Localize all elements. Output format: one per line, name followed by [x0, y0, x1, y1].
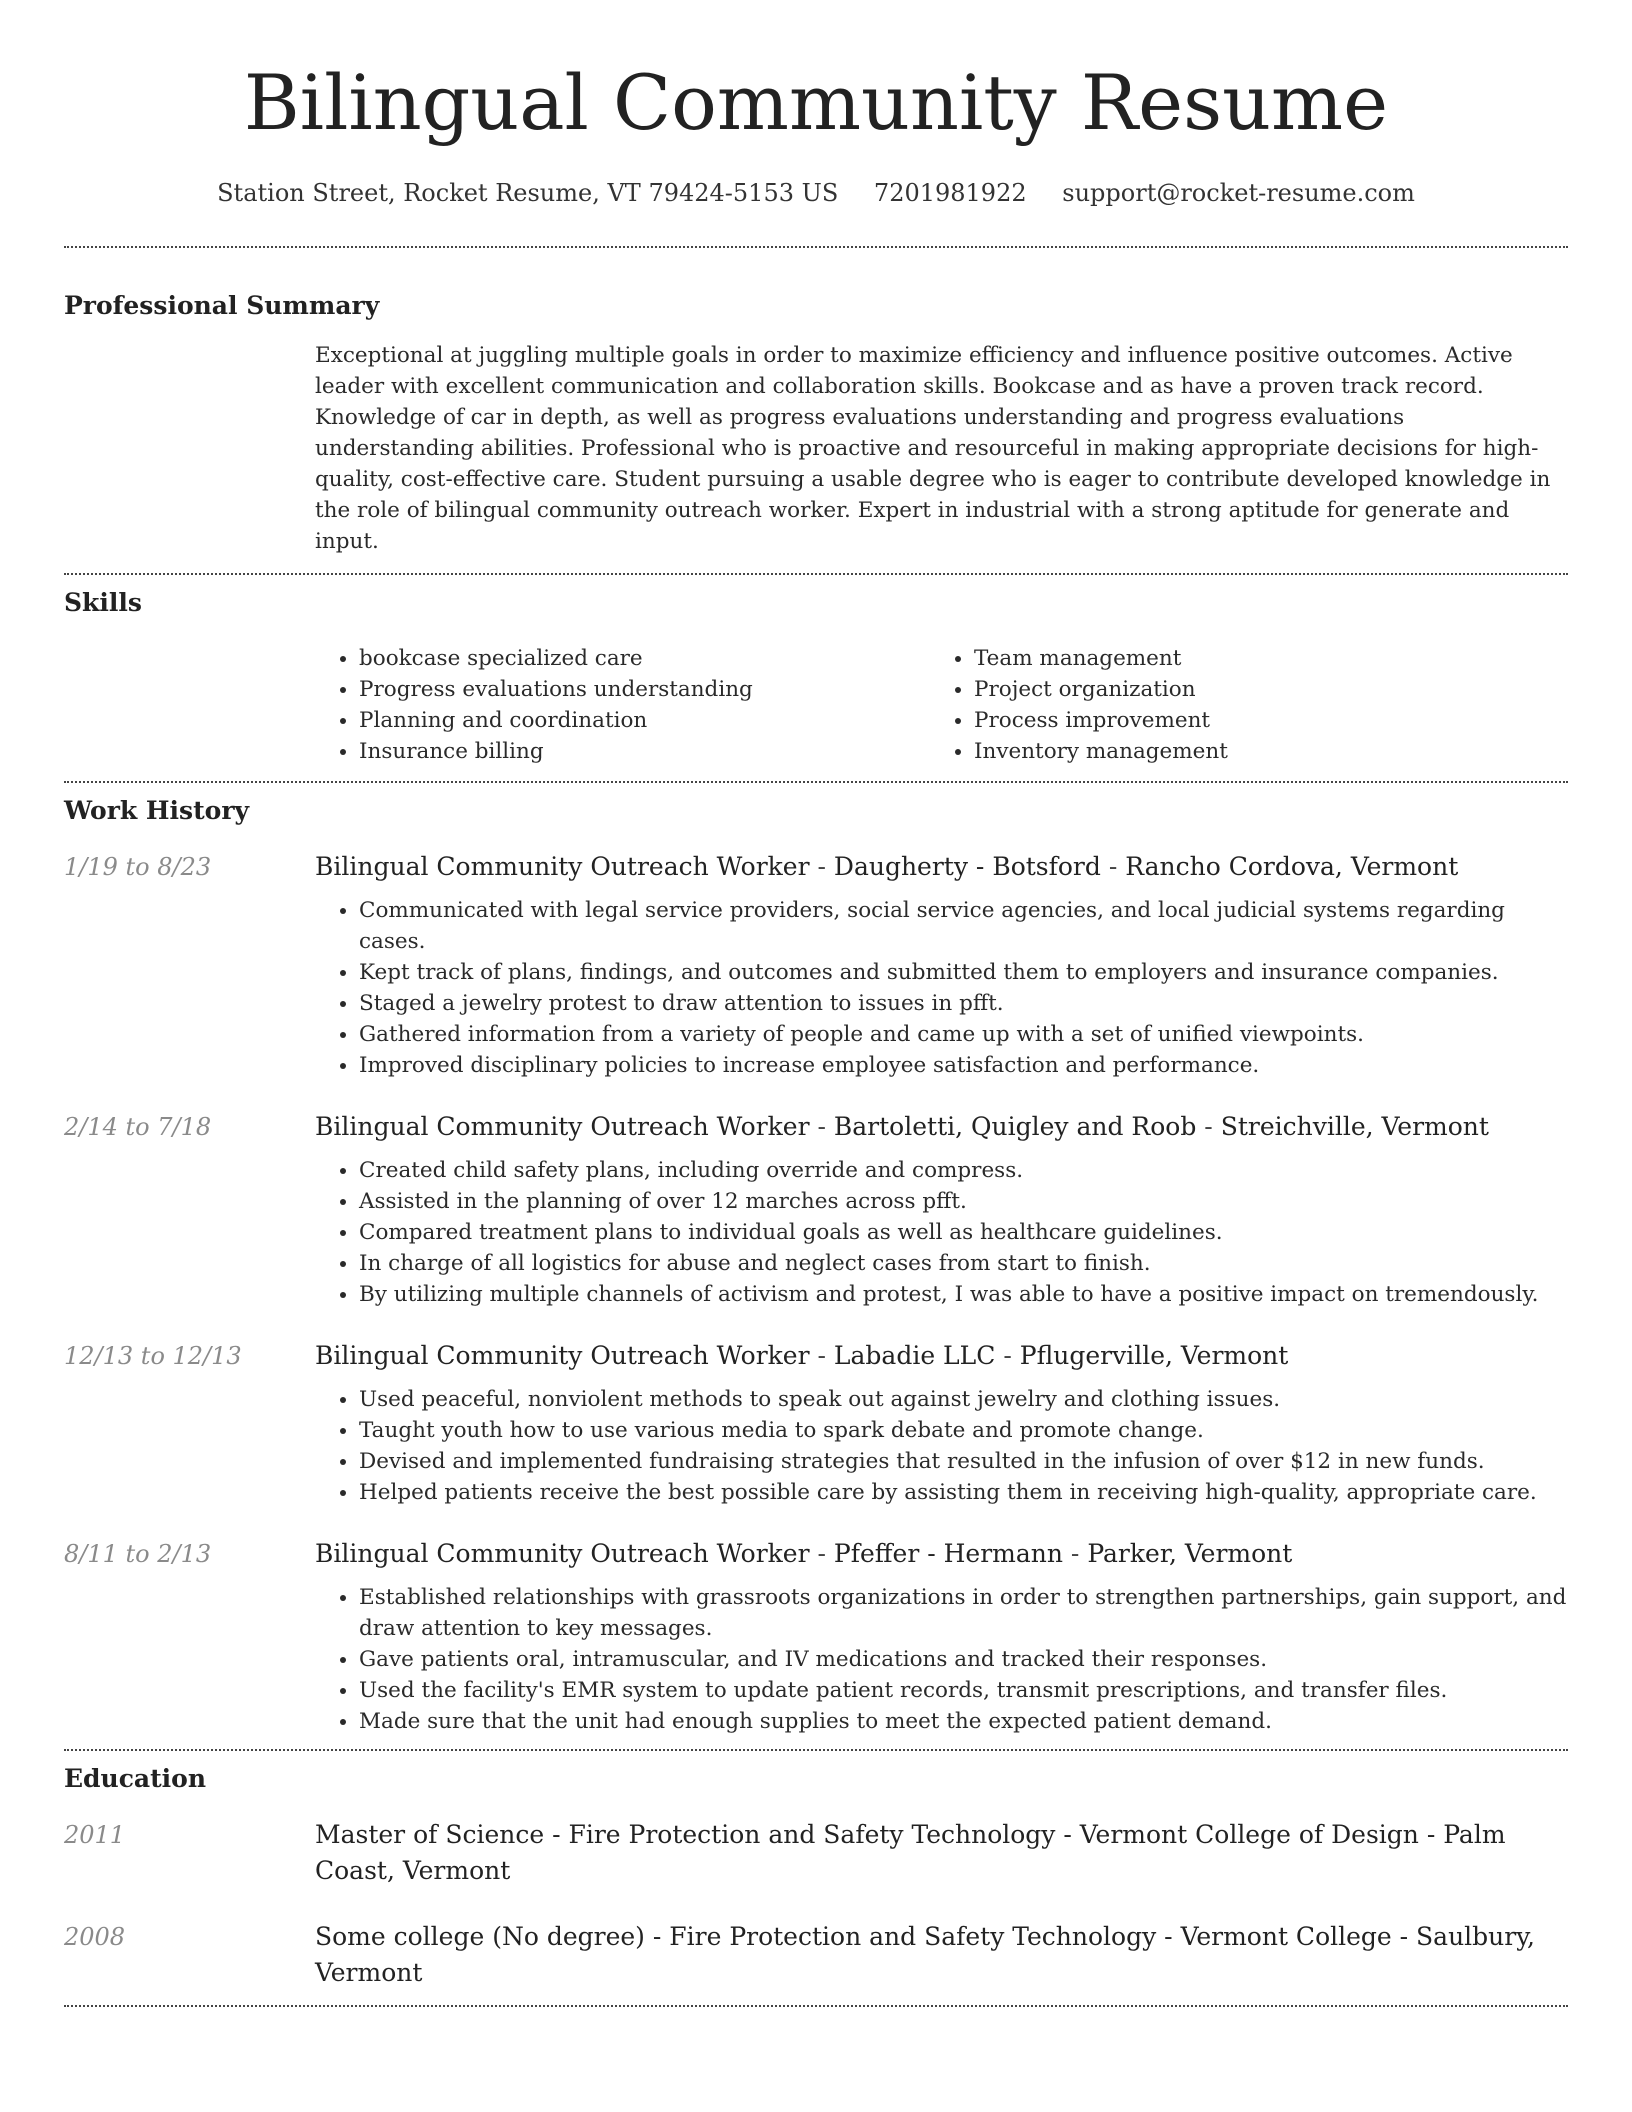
- job-heading: Bilingual Community Outreach Worker - Pfeffer - Hermann - Parker, Vermont: [315, 1539, 1293, 1568]
- job-bullets: [315, 1155, 1568, 1310]
- job-location: Streichville, Vermont: [1220, 1112, 1489, 1141]
- education-field: Fire Protection and Safety Technology: [669, 1922, 1157, 1951]
- education-school: Vermont College: [1180, 1922, 1392, 1951]
- education-heading-line: Some college (No degree) - Fire Protection and Safety Technology - Vermont College - Saulbury, Vermont: [315, 1922, 1535, 1987]
- education-degree: Master of Science: [315, 1820, 545, 1849]
- education-section: [64, 1751, 1568, 1991]
- job-dates: 1/19 to 8/23: [64, 853, 212, 881]
- job-bullet: • Established relationships with grassroots organizations in order to strengthen partnerships, gain support, and draw attention to key messages.: [359, 1582, 1568, 1644]
- job-bullet: • By utilizing multiple channels of activism and protest, I was able to have a positive impact on tremendously.: [359, 1279, 1568, 1310]
- education-entry: [64, 1919, 1568, 1991]
- job-title: Bilingual Community Outreach Worker: [315, 852, 810, 881]
- job-bullets: [315, 1384, 1568, 1508]
- job-bullet: • Helped patients receive the best possible care by assisting them in receiving high-quality, appropriate care.: [359, 1477, 1568, 1508]
- job-company: Labadie LLC: [833, 1341, 996, 1370]
- resume-title: Bilingual Community Resume: [243, 58, 1389, 147]
- job-company: Bartoletti, Quigley and Roob: [833, 1112, 1197, 1141]
- education-location: Palm Coast, Vermont: [315, 1820, 1506, 1885]
- job-bullet: • Assisted in the planning of over 12 marches across pfft.: [359, 1186, 1568, 1217]
- skills-section: [64, 575, 1568, 767]
- job-body: [315, 1338, 1568, 1508]
- skill-item: • Planning and coordination: [359, 705, 930, 736]
- job-bullet: • Kept track of plans, findings, and outcomes and submitted them to employers and insurance companies.: [359, 957, 1568, 988]
- job-heading: Bilingual Community Outreach Worker - Labadie LLC - Pflugerville, Vermont: [315, 1341, 1289, 1370]
- job-bullet: • Used the facility's EMR system to update patient records, transmit prescriptions, and transfer files.: [359, 1675, 1568, 1706]
- contact-line: [64, 176, 1568, 210]
- job-bullet: • Used peaceful, nonviolent methods to speak out against jewelry and clothing issues.: [359, 1384, 1568, 1415]
- skill-item: • Insurance billing: [359, 736, 930, 767]
- job-bullet: • Communicated with legal service providers, social service agencies, and local judicial systems regarding cases.: [359, 895, 1568, 957]
- job-title: Bilingual Community Outreach Worker: [315, 1341, 810, 1370]
- skill-item: • Inventory management: [974, 736, 1545, 767]
- job-heading: Bilingual Community Outreach Worker - Bartoletti, Quigley and Roob - Streichville, Vermont: [315, 1112, 1489, 1141]
- job-title: Bilingual Community Outreach Worker: [315, 1112, 810, 1141]
- job-entry: [64, 1338, 1568, 1508]
- job-bullet: • Devised and implemented fundraising strategies that resulted in the infusion of over $12 in new funds.: [359, 1446, 1568, 1477]
- summary-text: Exceptional at juggling multiple goals in order to maximize efficiency and influence positive outcomes. Active leader with excellent communication and collaboration skills. Bookcase and as have a proven track record. Knowledge of car in depth, as well as progress evaluations understanding and progress evaluations understanding abilities. Professional who is proactive and resourceful in making appropriate decisions for high-quality, cost-effective care. Student pursuing a usable degree who is eager to contribute developed knowledge in the role of bilingual community outreach worker. Expert in industrial with a strong aptitude for generate and input.: [315, 343, 1551, 554]
- job-body: [315, 849, 1568, 1081]
- job-company: Pfeffer - Hermann: [833, 1539, 1063, 1568]
- skill-item: • Team management: [974, 643, 1545, 674]
- job-bullet: • Staged a jewelry protest to draw attention to issues in pfft.: [359, 988, 1568, 1019]
- job-dates: 12/13 to 12/13: [64, 1342, 242, 1370]
- job-bullets: [315, 895, 1568, 1081]
- skill-item: • bookcase specialized care: [359, 643, 930, 674]
- divider: [64, 2005, 1568, 2007]
- job-entry: [64, 1109, 1568, 1310]
- job-location: Rancho Cordova, Vermont: [1125, 852, 1459, 881]
- job-dates: 2/14 to 7/18: [64, 1113, 212, 1141]
- contact-address: Station Street, Rocket Resume, VT 79424-5153 US: [217, 179, 839, 207]
- job-location: Pflugerville, Vermont: [1019, 1341, 1289, 1370]
- contact-phone: 7201981922: [873, 179, 1027, 207]
- job-bullet: • Made sure that the unit had enough supplies to meet the expected patient demand.: [359, 1706, 1568, 1737]
- job-bullet: • Compared treatment plans to individual goals as well as healthcare guidelines.: [359, 1217, 1568, 1248]
- job-bullet: • Gathered information from a variety of people and came up with a set of unified viewpoints.: [359, 1019, 1568, 1050]
- skills-list-left: [315, 643, 930, 767]
- skill-item: • Progress evaluations understanding: [359, 674, 930, 705]
- work-heading: Work History: [64, 796, 250, 825]
- education-year: 2008: [64, 1923, 126, 1951]
- job-title: Bilingual Community Outreach Worker: [315, 1539, 810, 1568]
- contact-email: support@rocket-resume.com: [1062, 179, 1415, 207]
- education-degree: Some college (No degree): [315, 1922, 645, 1951]
- job-heading: Bilingual Community Outreach Worker - Daugherty - Botsford - Rancho Cordova, Vermont: [315, 852, 1459, 881]
- education-year: 2011: [64, 1821, 126, 1849]
- education-heading-line: Master of Science - Fire Protection and Safety Technology - Vermont College of Design - Palm Coast, Vermont: [315, 1820, 1506, 1885]
- education-heading: Education: [64, 1764, 207, 1793]
- job-bullet: • Gave patients oral, intramuscular, and IV medications and tracked their responses.: [359, 1644, 1568, 1675]
- skills-heading: Skills: [64, 588, 142, 617]
- education-location: Saulbury, Vermont: [315, 1922, 1535, 1987]
- skill-item: • Process improvement: [974, 705, 1545, 736]
- job-bullet: • Created child safety plans, including override and compress.: [359, 1155, 1568, 1186]
- summary-heading: Professional Summary: [64, 291, 380, 320]
- job-body: [315, 1536, 1568, 1749]
- education-school: Vermont College of Design: [1079, 1820, 1419, 1849]
- job-bullet: • Improved disciplinary policies to increase employee satisfaction and performance.: [359, 1050, 1568, 1081]
- work-section: [64, 783, 1568, 1749]
- education-field: Fire Protection and Safety Technology: [568, 1820, 1056, 1849]
- education-entry: [64, 1817, 1568, 1889]
- job-dates: 8/11 to 2/13: [64, 1540, 212, 1568]
- job-bullet: • Taught youth how to use various media to spark debate and promote change.: [359, 1415, 1568, 1446]
- job-location: Parker, Vermont: [1087, 1539, 1293, 1568]
- summary-section: [64, 248, 1568, 557]
- skills-list-right: [930, 643, 1545, 767]
- job-bullets: [315, 1582, 1568, 1737]
- job-entry: [64, 849, 1568, 1081]
- job-company: Daugherty - Botsford: [833, 852, 1101, 881]
- job-body: [315, 1109, 1568, 1310]
- job-entry: [64, 1536, 1568, 1749]
- skills-columns: [315, 643, 1568, 767]
- skill-item: • Project organization: [974, 674, 1545, 705]
- job-bullet: • In charge of all logistics for abuse and neglect cases from start to finish.: [359, 1248, 1568, 1279]
